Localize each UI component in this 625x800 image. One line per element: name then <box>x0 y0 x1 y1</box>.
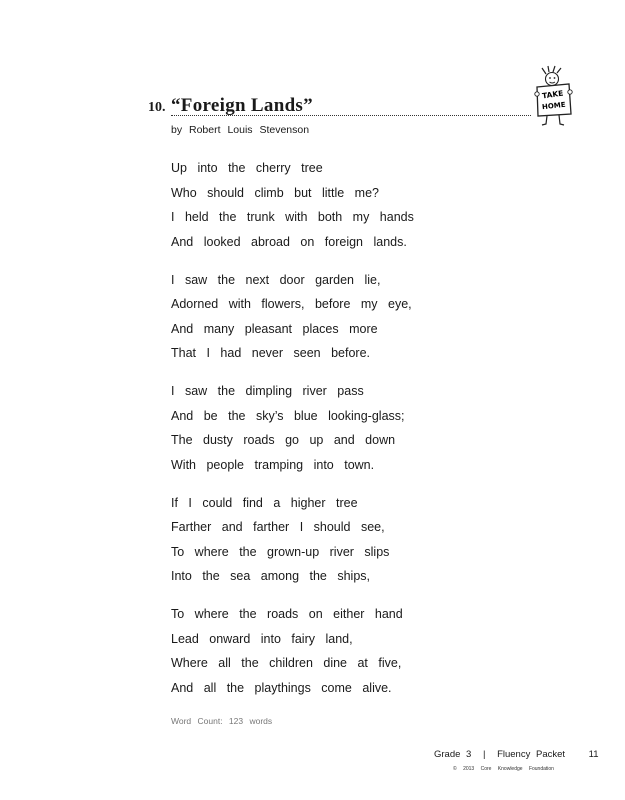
copyright-notice: © 2013 Core Knowledge Foundation <box>453 766 554 772</box>
poem-line: To where the grown-up river slips <box>171 544 390 559</box>
stanza <box>171 379 471 477</box>
take-home-line2: HOME <box>541 100 566 112</box>
poem-line: Adorned with flowers, before my eye, <box>171 297 412 311</box>
stanza <box>171 602 471 700</box>
take-home-icon <box>532 64 576 128</box>
poem-line: Into the sea among the ships, <box>171 569 370 583</box>
poem-line: Where all the children dine at five, <box>171 656 402 670</box>
poem-line: And many pleasant places more <box>171 321 378 336</box>
poem-line: Up into the cherry tree <box>171 161 323 175</box>
poem-line: And looked abroad on foreign lands. <box>171 234 407 249</box>
footer-separator: | <box>482 749 486 760</box>
poem-line: Lead onward into fairy land, <box>171 631 353 646</box>
poem-line: To where the roads on either hand <box>171 607 403 621</box>
poem-line: With people tramping into town. <box>171 457 375 472</box>
stanza <box>171 268 471 366</box>
poem-line: The dusty roads go up and down <box>171 433 396 447</box>
poem-line: I held the trunk with both my hands <box>171 210 414 224</box>
poem-line: If I could find a higher tree <box>171 495 358 510</box>
poem-line: I saw the dimpling river pass <box>171 384 364 398</box>
page-number: 11 <box>588 749 599 760</box>
poem-line: Who should climb but little me? <box>171 185 379 200</box>
poem-line: I saw the next door garden lie, <box>171 272 381 287</box>
poem-number: 10. <box>148 100 166 115</box>
footer-packet: Fluency Packet <box>497 749 566 760</box>
title-dotted-rule <box>171 115 531 116</box>
page-footer <box>434 749 599 760</box>
poem-line: Farther and farther I should see, <box>171 520 385 534</box>
footer-grade: Grade 3 <box>434 749 472 760</box>
poem-title: “Foreign Lands” <box>171 95 313 116</box>
poem-line: That I had never seen before. <box>171 346 370 360</box>
word-count: Word Count: 123 words <box>171 716 273 726</box>
poem-author: by Robert Louis Stevenson <box>171 124 310 136</box>
poem-body <box>171 156 471 714</box>
poem-line: And be the sky’s blue looking-glass; <box>171 408 405 423</box>
take-home-line1: TAKE <box>541 88 564 101</box>
stanza <box>171 156 471 254</box>
stanza <box>171 491 471 589</box>
poem-line: And all the playthings come alive. <box>171 680 392 695</box>
